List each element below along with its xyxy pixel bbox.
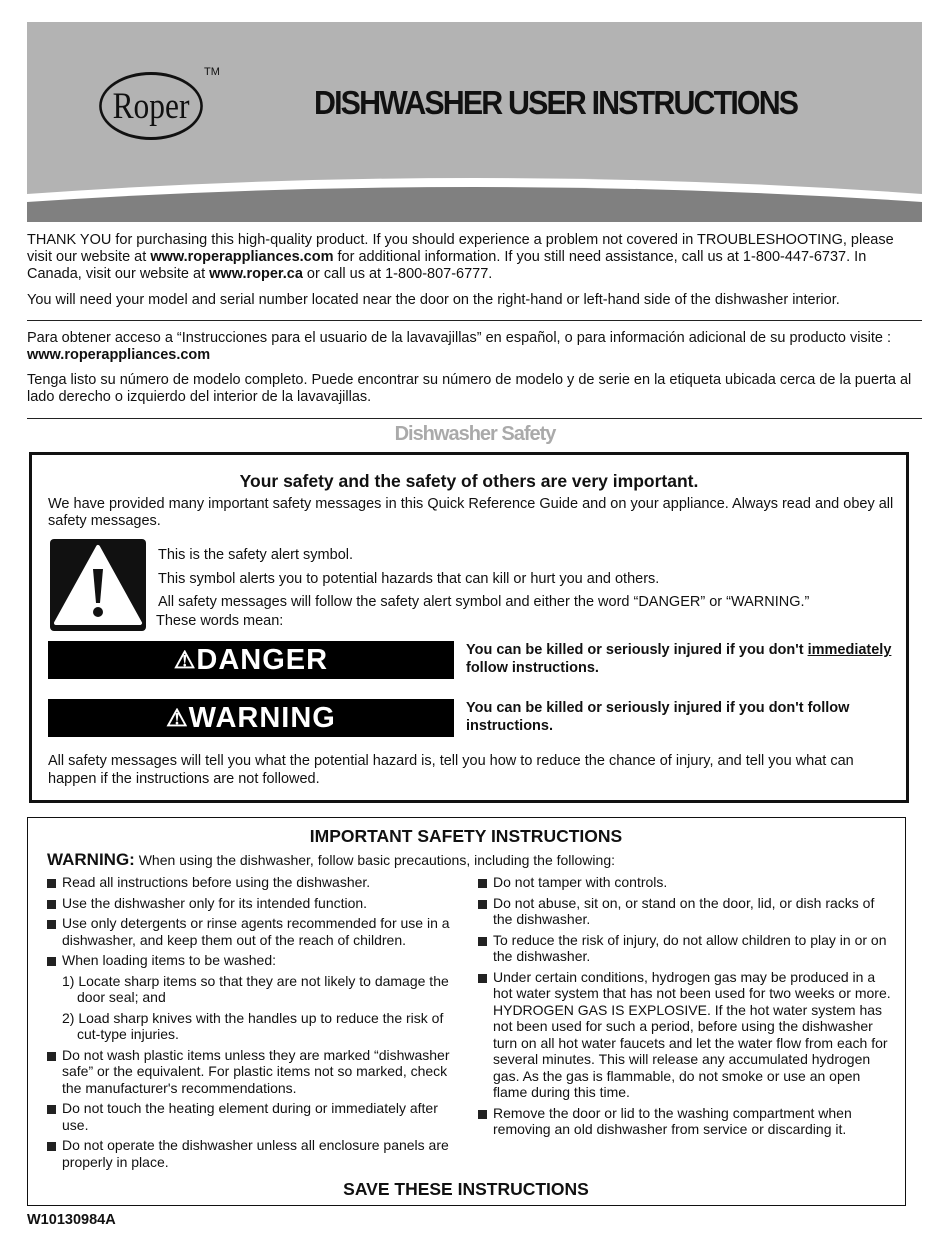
canada-website-link[interactable]: www.roper.ca (209, 266, 303, 282)
right-column (478, 874, 894, 1142)
spanish-paragraph: Para obtener acceso a “Instrucciones para el usuario de la lavavajillas” en español, o para información adicional de su producto visite : www.roperappliances.com (27, 330, 892, 363)
warning-signal: ⚠ WARNING (48, 699, 454, 737)
important-title: IMPORTANT SAFETY INSTRUCTIONS (309, 826, 623, 846)
save-instructions: SAVE THESE INSTRUCTIONS (343, 1179, 589, 1199)
safety-heading: Your safety and the safety of others are very important. (239, 471, 699, 491)
list-item: Read all instructions before using the dishwasher. (47, 874, 467, 891)
symbol-line: All safety messages will follow the safety alert symbol and either the word “DANGER” or “WARNING.” (158, 594, 810, 610)
sub-item: 1) Locate sharp items so that they are not likely to damage the door seal; and (62, 972, 449, 1005)
warning-intro: WARNING: When using the dishwasher, follow basic precautions, including the following: (47, 850, 615, 869)
list-item: Remove the door or lid to the washing compartment when removing an old dishwasher from service or discarding it. (478, 1105, 894, 1138)
symbol-line: This symbol alerts you to potential hazards that can kill or hurt you and others. (158, 571, 660, 587)
list-item: To reduce the risk of injury, do not allow children to play in or on the dishwasher. (478, 932, 894, 965)
list-item: Use the dishwasher only for its intended function. (47, 895, 467, 912)
model-serial-note: You will need your model and serial number located near the door on the right-hand or left-hand side of the dishwasher interior. (27, 292, 840, 308)
danger-text: You can be killed or seriously injured if you don't immediately follow instructions. (466, 642, 892, 676)
spanish-model-note: Tenga listo su número de modelo completo. Puede encontrar su número de modelo y de serie en la etiqueta ubicada cerca de la puerta al lado derecho o izquierdo del interior de la lavavajillas. (27, 372, 912, 405)
part-number: W10130984A (27, 1212, 116, 1228)
website-link[interactable]: www.roperappliances.com (150, 249, 334, 265)
left-column (47, 874, 467, 1174)
list-item: Do not operate the dishwasher unless all enclosure panels are properly in place. (47, 1137, 467, 1170)
sub-item: 2) Load sharp knives with the handles up to reduce the risk of cut-type injuries. (62, 1009, 444, 1042)
danger-signal: ⚠ DANGER (48, 641, 454, 679)
trademark: TM (204, 66, 220, 78)
warning-text: You can be killed or seriously injured if you don't follow instructions. (466, 700, 850, 734)
roper-logo (99, 72, 203, 140)
divider (27, 320, 922, 321)
list-item: Under certain conditions, hydrogen gas may be produced in a hot water system that has not been used for two weeks or more. HYDROGEN GAS IS EXPLOSIVE. If the hot water system has not been used for such a period, before using the dishwasher turn on all hot water faucets and let the water flow from each for several minutes. This will release any accumulated hydrogen gas. As the gas is flammable, do not smoke or use an open flame during this time. (478, 969, 894, 1101)
spanish-website-link[interactable]: www.roperappliances.com (27, 347, 211, 363)
symbol-line: These words mean: (156, 613, 284, 629)
list-item: Do not touch the heating element during or immediately after use. (47, 1100, 467, 1133)
section-title: Dishwasher Safety (394, 423, 556, 445)
alert-icon: ⚠ (173, 646, 197, 674)
list-item: Do not abuse, sit on, or stand on the door, lid, or dish racks of the dishwasher. (478, 895, 894, 928)
intro-paragraph: THANK YOU for purchasing this high-quality product. If you should experience a problem not covered in TROUBLESHOOTING, please visit our website at www.roperappliances.com for additional information. If you still need assistance, call us at 1-800-447-6737. In Canada, visit our website at www.roper.ca or call us at 1-800-807-6777. (27, 232, 894, 282)
divider (27, 418, 922, 419)
list-item: When loading items to be washed: (47, 952, 467, 969)
safety-footer: All safety messages will tell you what the potential hazard is, tell you how to reduce the chance of injury, and tell you what can happen if the instructions are not followed. (48, 753, 854, 787)
safety-box (29, 452, 909, 803)
safety-alert-icon (50, 539, 146, 631)
safety-intro: We have provided many important safety messages in this Quick Reference Guide and on your appliance. Always read and obey all safety messages. (48, 496, 894, 529)
list-item: Do not wash plastic items unless they are marked “dishwasher safe” or the equivalent. For plastic items not so marked, check the manufacturer's recommendations. (47, 1047, 467, 1097)
important-safety-box (27, 817, 906, 1206)
page-title: DISHWASHER USER INSTRUCTIONS (314, 84, 798, 121)
list-item: Do not tamper with controls. (478, 874, 894, 891)
symbol-line: This is the safety alert symbol. (158, 547, 354, 563)
list-item: Use only detergents or rinse agents recommended for use in a dishwasher, and keep them out of the reach of children. (47, 915, 467, 948)
logo-text: Roper (112, 85, 190, 127)
alert-icon: ⚠ (166, 704, 189, 732)
